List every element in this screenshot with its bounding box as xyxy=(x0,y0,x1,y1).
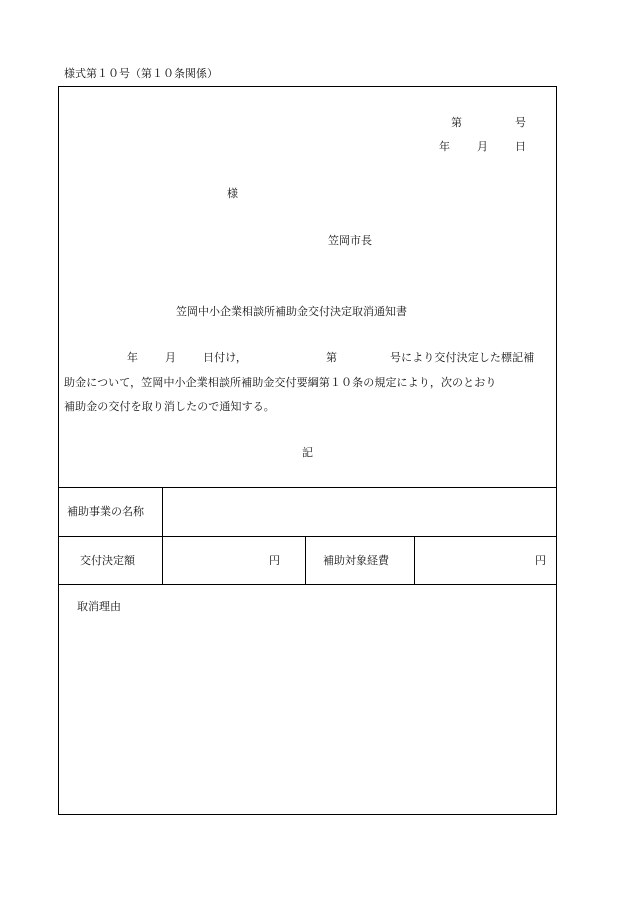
body-line1-rest: 号により交付決定した標記補 xyxy=(390,351,535,364)
table-col-divider-right xyxy=(414,536,415,584)
body-year: 年 xyxy=(127,351,139,364)
date-month: 月 xyxy=(477,140,488,153)
grant-amount-unit: 円 xyxy=(269,554,280,567)
addressee-honorific: 様 xyxy=(227,187,238,200)
ki-mark: 記 xyxy=(302,446,313,459)
table-row-divider-2 xyxy=(58,584,557,585)
body-dai: 第 xyxy=(326,351,338,364)
number-prefix: 第 xyxy=(451,116,462,129)
project-name-label: 補助事業の名称 xyxy=(67,505,144,518)
eligible-cost-unit: 円 xyxy=(535,554,546,567)
body-day: 日付け， xyxy=(203,351,247,364)
date-day: 日 xyxy=(515,140,526,153)
document-title: 笠岡中小企業相談所補助金交付決定取消通知書 xyxy=(176,305,407,318)
date-year: 年 xyxy=(439,140,450,153)
table-row-divider-1 xyxy=(58,536,557,537)
form-label: 様式第１０号（第１０条関係） xyxy=(64,67,218,80)
table-col-divider-mid xyxy=(305,536,306,584)
eligible-cost-label: 補助対象経費 xyxy=(323,554,389,567)
table-top-line xyxy=(58,487,557,488)
grant-amount-label: 交付決定額 xyxy=(80,554,135,567)
body-line2: 助金について，笠岡中小企業相談所補助金交付要綱第１０条の規定により，次のとおり xyxy=(64,376,497,389)
number-suffix: 号 xyxy=(515,116,526,129)
table-col-divider-label xyxy=(162,487,163,584)
cancel-reason-label: 取消理由 xyxy=(77,600,121,613)
sender: 笠岡市長 xyxy=(328,234,372,247)
body-month: 月 xyxy=(165,351,177,364)
body-line3: 補助金の交付を取り消したので通知する。 xyxy=(64,400,275,413)
